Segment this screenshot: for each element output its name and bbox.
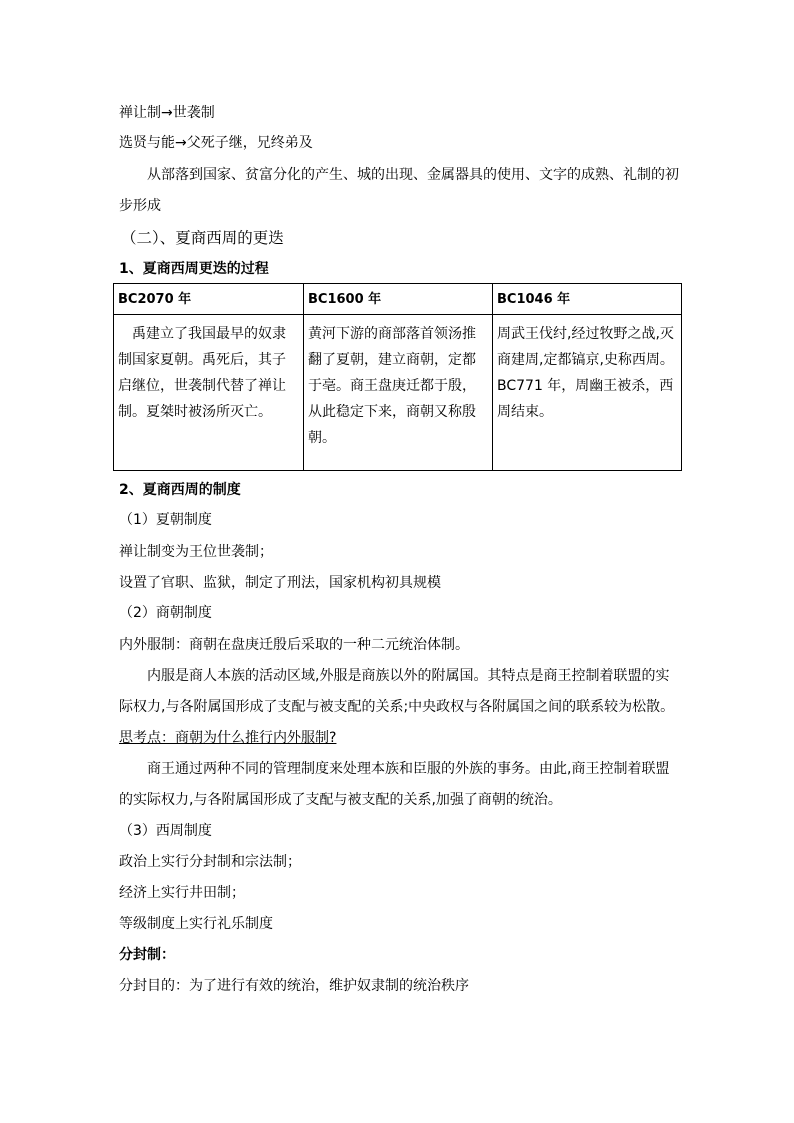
zhou-line-3: 等级制度上实行礼乐制度	[119, 916, 273, 932]
zhou-line-2: 经济上实行井田制；	[119, 885, 245, 901]
answer-line-1: 商王通过两种不同的管理制度来处理本族和臣服的外族的事务。由此,商王控制着联盟	[147, 761, 670, 777]
table-header-row	[114, 284, 682, 315]
shang-line-3: 际权力,与各附属国形成了支配与被支配的关系;中央政权与各附属国之间的联系较为松散。	[119, 699, 675, 715]
table-cell-xia	[114, 315, 304, 471]
zhou-title: （3）西周制度	[119, 823, 212, 839]
shang-title: （2）商朝制度	[119, 605, 212, 621]
subheading-systems: 2、夏商西周的制度	[119, 482, 241, 498]
cell-text-shang: 黄河下游的商部落首领汤推翻了夏朝，建立商朝，定都于亳。商王盘庚迁都于殷，从此稳定下来，商朝又称殷朝。	[308, 326, 476, 446]
table-cell-zhou	[493, 315, 682, 471]
table-header-cell	[493, 284, 682, 315]
intro-paragraph-line-2: 步形成	[119, 198, 161, 214]
intro-paragraph-line-1: 从部落到国家、贫富分化的产生、城的出现、金属器具的使用、文字的成熟、礼制的初	[147, 167, 679, 183]
table-header-cell	[114, 284, 304, 315]
fengjian-heading: 分封制：	[119, 947, 175, 963]
fengjian-purpose: 分封目的：为了进行有效的统治，维护奴隶制的统治秩序	[119, 978, 469, 994]
shang-line-1: 内外服制：商朝在盘庚迁殷后采取的一种二元统治体制。	[119, 637, 469, 653]
thinking-point: 思考点：商朝为什么推行内外服制?	[119, 730, 337, 746]
answer-line-2: 的实际权力,与各附属国形成了支配与被支配的关系,加强了商朝的统治。	[119, 792, 562, 808]
header-bc1600: BC1600 年	[308, 292, 382, 307]
subheading-process: 1、夏商西周更迭的过程	[119, 261, 269, 277]
table-header-cell	[304, 284, 493, 315]
xia-line-2: 设置了官职、监狱，制定了刑法，国家机构初具规模	[119, 575, 441, 591]
xia-line-1: 禅让制变为王位世袭制；	[119, 544, 273, 560]
cell-text-xia: 禹建立了我国最早的奴隶制国家夏朝。禹死后，其子启继位，世袭制代替了禅让制。夏桀时被汤所灭亡。	[118, 326, 286, 420]
cell-text-zhou: 周武王伐纣,经过牧野之战,灭商建周,定都镐京,史称西周。BC771 年，周幽王被杀，西周结束。	[497, 326, 674, 420]
intro-line-1: 禅让制→世袭制	[119, 105, 215, 121]
dynasty-table	[113, 283, 682, 471]
section-heading: （二）、夏商西周的更迭	[121, 229, 284, 247]
table-row	[114, 315, 682, 471]
header-bc1046: BC1046 年	[497, 292, 571, 307]
table-cell-shang	[304, 315, 493, 471]
header-bc2070: BC2070 年	[118, 292, 192, 307]
intro-line-2: 选贤与能→父死子继，兄终弟及	[119, 135, 313, 151]
zhou-line-1: 政治上实行分封制和宗法制；	[119, 854, 301, 870]
xia-title: （1）夏朝制度	[119, 512, 212, 528]
shang-line-2: 内服是商人本族的活动区域,外服是商族以外的附属国。其特点是商王控制着联盟的实	[147, 668, 670, 684]
